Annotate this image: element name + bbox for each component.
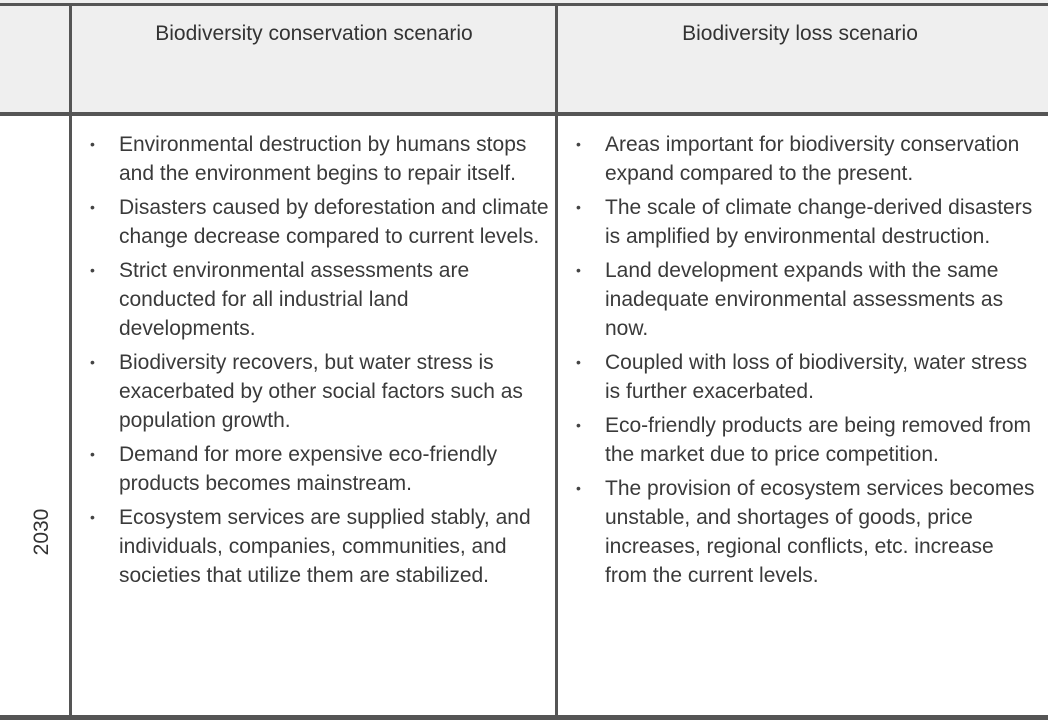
header-loss: Biodiversity loss scenario — [682, 22, 918, 45]
list-item — [573, 256, 1035, 343]
list-item-text: Areas important for biodiversity conservation expand compared to the present. — [605, 133, 1020, 185]
row-label-year: 2030 — [30, 508, 53, 556]
bullet-icon: • — [90, 262, 95, 278]
bullet-icon: • — [576, 354, 581, 370]
header-row — [0, 0, 1048, 116]
list-item-text: Strict environmental assessments are conducted for all industrial land developments. — [119, 259, 470, 340]
list-item — [573, 348, 1035, 406]
list-item — [87, 130, 549, 188]
row-label-cell — [0, 116, 70, 716]
list-item — [573, 193, 1035, 251]
column-divider-2 — [555, 4, 558, 720]
list-item-text: Coupled with loss of biodiversity, water stress is further exacerbated. — [605, 351, 1028, 403]
bullet-icon: • — [576, 417, 581, 433]
list-item — [573, 130, 1035, 188]
bottom-border — [0, 715, 1048, 720]
bullet-icon: • — [576, 262, 581, 278]
list-item — [87, 348, 549, 435]
list-item — [87, 256, 549, 343]
list-item-text: Land development expands with the same inadequate environmental assessments as now. — [605, 259, 1004, 340]
list-item — [87, 503, 549, 590]
list-item — [87, 193, 549, 251]
bullet-icon: • — [90, 446, 95, 462]
bullet-icon: • — [576, 480, 581, 496]
bullet-icon: • — [90, 199, 95, 215]
bullet-icon: • — [576, 136, 581, 152]
list-item-text: Biodiversity recovers, but water stress is exacerbated by other social factors such as population growth. — [119, 351, 523, 432]
top-border — [0, 3, 1048, 6]
list-item-text: Demand for more expensive eco-friendly products becomes mainstream. — [119, 443, 498, 495]
conservation-list — [87, 130, 549, 595]
bullet-icon: • — [90, 354, 95, 370]
header-conservation: Biodiversity conservation scenario — [155, 22, 473, 45]
list-item-text: Disasters caused by deforestation and climate change decrease compared to current levels. — [119, 196, 549, 248]
header-divider — [0, 112, 1048, 116]
list-item-text: The provision of ecosystem services becomes unstable, and shortages of goods, price increases, regional conflicts, etc. increase from the current levels. — [605, 477, 1035, 587]
list-item-text: The scale of climate change-derived disasters is amplified by environmental destruction. — [605, 196, 1033, 248]
list-item-text: Eco-friendly products are being removed from the market due to price competition. — [605, 414, 1032, 466]
bullet-icon: • — [576, 199, 581, 215]
bullet-icon: • — [90, 136, 95, 152]
bullet-icon: • — [90, 509, 95, 525]
list-item — [573, 411, 1035, 469]
list-item-text: Environmental destruction by humans stops and the environment begins to repair itself. — [119, 133, 527, 185]
loss-list — [573, 130, 1035, 595]
list-item — [573, 474, 1035, 590]
list-item — [87, 440, 549, 498]
list-item-text: Ecosystem services are supplied stably, and individuals, companies, communities, and societies that utilize them are stabilized. — [119, 506, 531, 587]
